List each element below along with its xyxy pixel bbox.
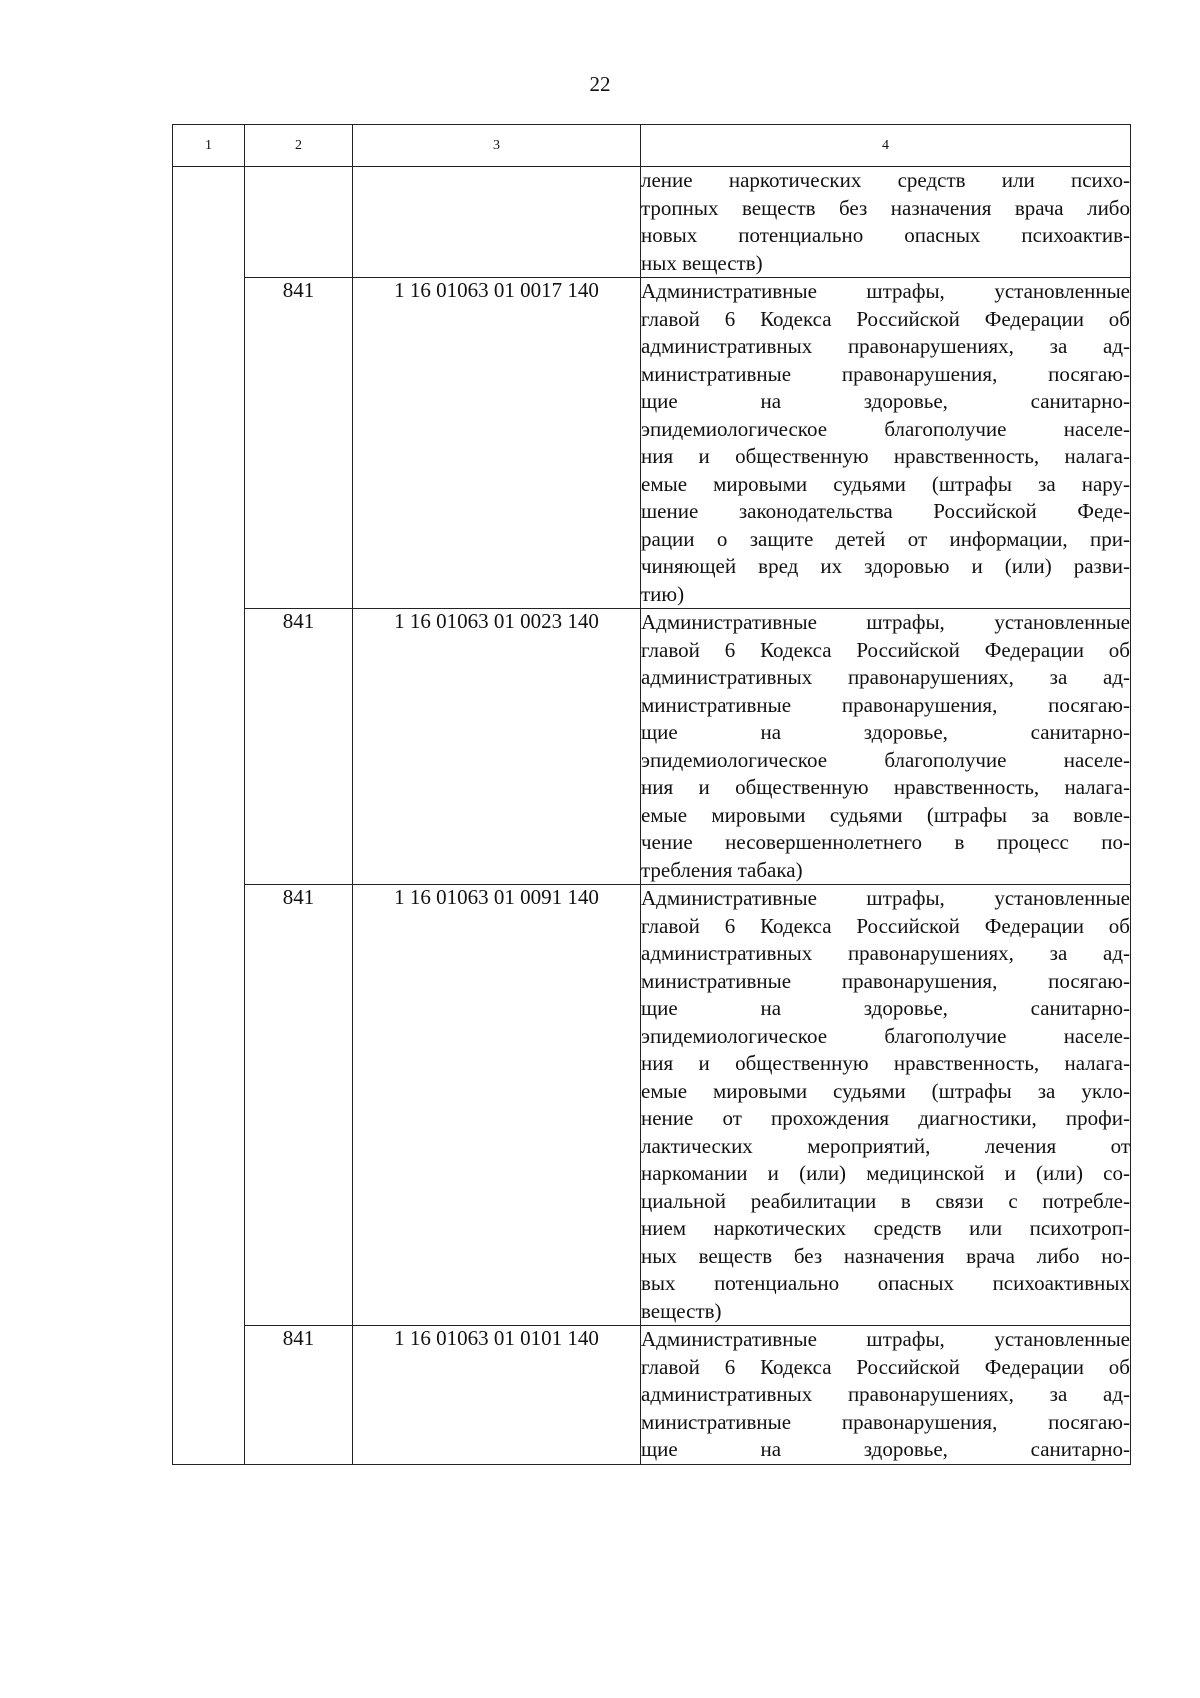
description-line: ния и общественную нравственность, налага- [641, 1051, 1130, 1075]
description-line: шение законодательства Российской Феде- [641, 499, 1130, 523]
description-line: требления табака) [641, 857, 803, 882]
description-line: чение несовершеннолетнего в процесс по- [641, 830, 1130, 854]
description-line: циальной реабилитации в связи с потребле- [641, 1188, 1130, 1213]
description-line: министративные правонарушения, посягаю- [641, 968, 1130, 993]
description-line: щие на здоровье, санитарно- [641, 996, 1130, 1020]
description-line: Административные штрафы, установленные [641, 1327, 1130, 1351]
table-row [173, 609, 1131, 885]
budget-code-cell [353, 167, 641, 278]
budget-codes-table [172, 124, 1131, 1465]
description-line: административных правонарушениях, за ад- [641, 941, 1130, 965]
description-line: административных правонарушениях, за ад- [641, 665, 1130, 689]
description-line: щие на здоровье, санитарно- [641, 389, 1130, 413]
column-header-2: 2 [245, 125, 353, 167]
table-row [173, 1326, 1131, 1465]
description-line: главой 6 Кодекса Российской Федерации об [641, 306, 1130, 331]
budget-code-cell: 1 16 01063 01 0017 140 [353, 278, 641, 609]
description-line: министративные правонарушения, посягаю- [641, 1409, 1130, 1434]
description-line: щие на здоровье, санитарно- [641, 1437, 1130, 1461]
table-row [173, 167, 1131, 278]
description-line: министративные правонарушения, посягаю- [641, 361, 1130, 386]
description-line: ния и общественную нравственность, налага- [641, 775, 1130, 799]
description-line: емые мировыми судьями (штрафы за укло- [641, 1078, 1130, 1103]
description-line: эпидемиологическое благополучие населе- [641, 1023, 1130, 1048]
description-cell [641, 167, 1131, 278]
description-line: лактических мероприятий, лечения от [641, 1133, 1130, 1158]
description-line: ление наркотических средств или психо- [641, 168, 1130, 192]
column-header-4: 4 [641, 125, 1131, 167]
description-line: нение от прохождения диагностики, профи- [641, 1106, 1130, 1130]
description-cell [641, 885, 1131, 1326]
description-line: ных веществ без назначения врача либо но- [641, 1243, 1130, 1268]
admin-code-cell: 841 [245, 278, 353, 609]
description-line: Административные штрафы, установленные [641, 886, 1130, 910]
description-line: тропных веществ без назначения врача либо [641, 195, 1130, 220]
table-header-row [173, 125, 1131, 167]
description-cell [641, 1326, 1131, 1465]
description-line: главой 6 Кодекса Российской Федерации об [641, 637, 1130, 662]
admin-code-cell [245, 167, 353, 278]
description-line: Административные штрафы, установленные [641, 610, 1130, 634]
budget-code-cell: 1 16 01063 01 0091 140 [353, 885, 641, 1326]
description-line: административных правонарушениях, за ад- [641, 1382, 1130, 1406]
description-line: рации о защите детей от информации, при- [641, 526, 1130, 551]
description-line: вых потенциально опасных психоактивных [641, 1271, 1130, 1295]
column-header-1: 1 [173, 125, 245, 167]
description-line: наркомании и (или) медицинской и (или) со- [641, 1161, 1130, 1185]
description-line: эпидемиологическое благополучие населе- [641, 416, 1130, 441]
description-line: Административные штрафы, установленные [641, 279, 1130, 303]
description-line: главой 6 Кодекса Российской Федерации об [641, 913, 1130, 938]
description-line: новых потенциально опасных психоактив- [641, 223, 1130, 247]
description-cell [641, 278, 1131, 609]
budget-code-cell: 1 16 01063 01 0023 140 [353, 609, 641, 885]
table-row [173, 885, 1131, 1326]
description-line: тию) [641, 581, 685, 606]
description-line: веществ) [641, 1298, 722, 1323]
table-row [173, 278, 1131, 609]
description-line: главой 6 Кодекса Российской Федерации об [641, 1354, 1130, 1379]
column-1-cell [173, 167, 245, 1465]
description-line: емые мировыми судьями (штрафы за вовле- [641, 802, 1130, 827]
description-line: административных правонарушениях, за ад- [641, 334, 1130, 358]
budget-code-cell: 1 16 01063 01 0101 140 [353, 1326, 641, 1465]
description-line: чиняющей вред их здоровью и (или) разви- [641, 554, 1130, 578]
description-line: ния и общественную нравственность, налага- [641, 444, 1130, 468]
description-line: нием наркотических средств или психотроп- [641, 1216, 1130, 1240]
table-body [173, 167, 1131, 1465]
description-line: эпидемиологическое благополучие населе- [641, 747, 1130, 772]
description-line: министративные правонарушения, посягаю- [641, 692, 1130, 717]
description-cell [641, 609, 1131, 885]
description-line: ных веществ) [641, 250, 763, 275]
page-number: 22 [589, 72, 611, 96]
description-line: емые мировыми судьями (штрафы за нару- [641, 471, 1130, 496]
column-header-3: 3 [353, 125, 641, 167]
admin-code-cell: 841 [245, 609, 353, 885]
admin-code-cell: 841 [245, 885, 353, 1326]
description-line: щие на здоровье, санитарно- [641, 720, 1130, 744]
admin-code-cell: 841 [245, 1326, 353, 1465]
